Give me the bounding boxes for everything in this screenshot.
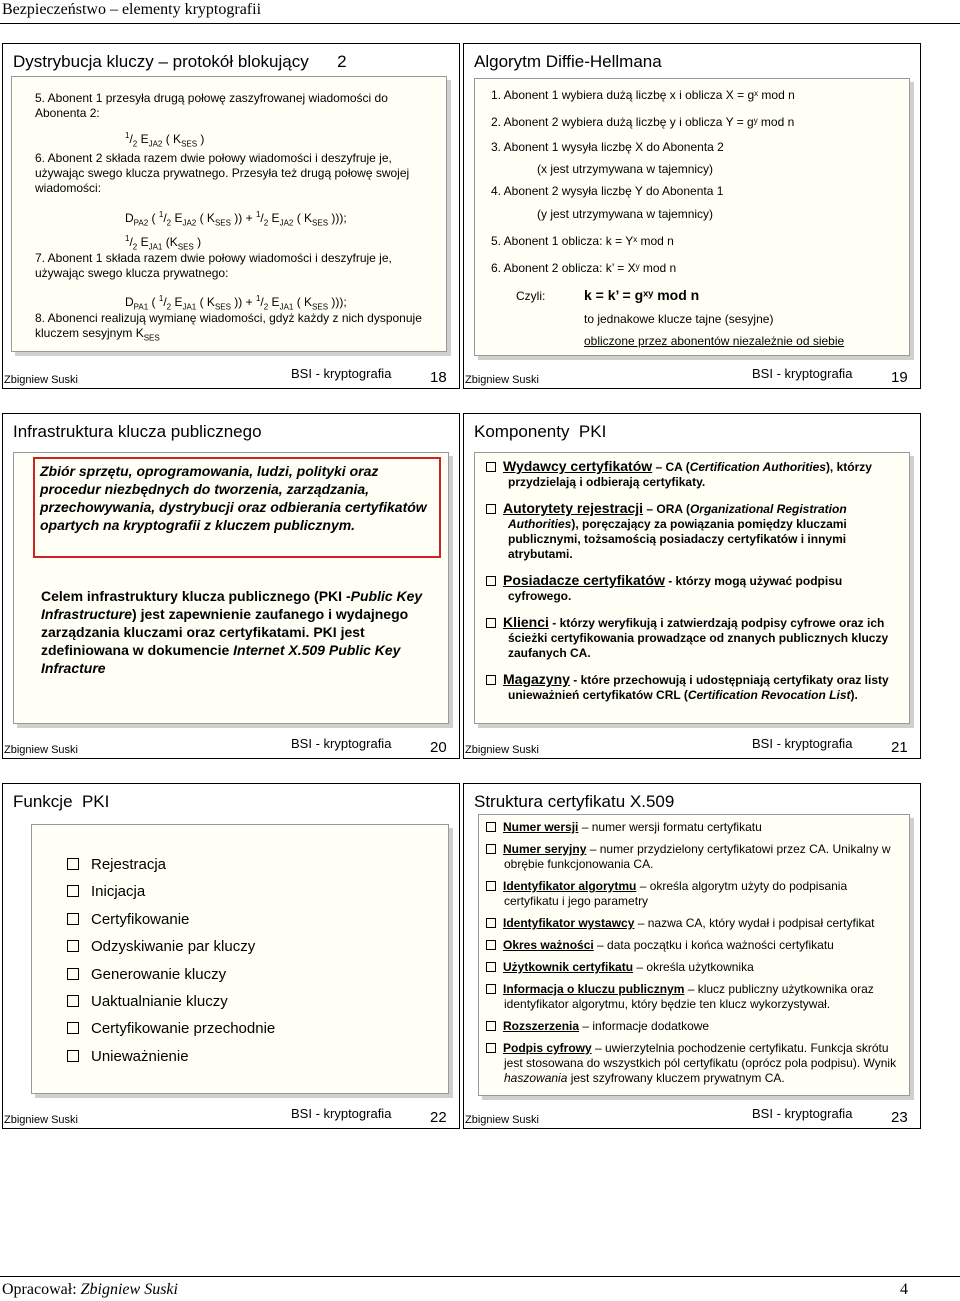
step-3-note: (x jest utrzymywana w tajemnicy) (537, 162, 714, 176)
x509-fields-list (486, 820, 902, 1086)
checkbox-icon (486, 618, 496, 628)
step-2: 2. Abonent 2 wybiera dużą liczbę y i oblicza Y = gʸ mod n (491, 115, 795, 129)
checkbox-icon (67, 968, 79, 980)
slide-author: Zbigniew Suski (4, 374, 78, 386)
field-item: Podpis cyfrowy – uwierzytelnia pochodzenie certyfikatu. Funkcja skrótu jest stosowana do wszystkich pól certyfikatu (oprócz pola podpisu). Wynik haszowania jest szyfrowany kluczem prywatnym CA. (486, 1041, 902, 1086)
checkbox-icon (67, 995, 79, 1007)
document-footer (0, 1276, 960, 1301)
function-item: Rejestracja (67, 851, 275, 878)
function-item: Uaktualnianie kluczy (67, 988, 275, 1015)
checkbox-icon (67, 913, 79, 925)
checkbox-icon (486, 462, 496, 472)
checkbox-icon (486, 675, 496, 685)
function-item: Generowanie kluczy (67, 961, 275, 988)
page-number: 4 (900, 1281, 908, 1298)
checkbox-icon (486, 940, 496, 950)
component-item: Magazyny - które przechowują i udostępniają certyfikaty oraz listy unieważnień certyfikatów CRL (Certification Revocation List). (486, 672, 896, 703)
slide-number: 22 (430, 1109, 447, 1126)
step-5: 5. Abonent 1 oblicza: k = Yˣ mod n (491, 234, 674, 248)
step-1: 1. Abonent 1 wybiera dużą liczbę x i oblicza X = gˣ mod n (491, 88, 795, 102)
slide-number: 18 (430, 369, 447, 386)
checkbox-icon (486, 984, 496, 994)
conclusion-label: Czyli: (516, 289, 546, 303)
slide-author: Zbigniew Suski (465, 1114, 539, 1126)
slide-course: BSI - kryptografia (752, 366, 853, 381)
slide-course: BSI - kryptografia (752, 736, 853, 751)
slide-author: Zbigniew Suski (4, 1114, 78, 1126)
field-item: Informacja o kluczu publicznym – klucz publiczny użytkownika oraz identyfikator algorytmu, który będzie ten klucz wykorzystywał. (486, 982, 902, 1012)
slide-23 (463, 783, 921, 1129)
field-item: Numer seryjny – numer przydzielony certyfikatowi przez CA. Unikalny w obrębie funkcjonowania CA. (486, 842, 902, 872)
checkbox-icon (67, 1022, 79, 1034)
step-6: 6. Abonent 2 składa razem dwie połowy wiadomości i deszyfruje je, używając swego klucza prywatnego. Przesyła też drugą połowę swojej wiadomości: (35, 151, 410, 195)
checkbox-icon (67, 940, 79, 952)
function-item: Certyfikowanie (67, 906, 275, 933)
checkbox-icon (486, 844, 496, 854)
slide-20 (2, 413, 460, 759)
formula-1: $^1/_2$ $E_{JA2}$ ( $K_{SES}$ ) (125, 131, 205, 149)
checkbox-icon (486, 881, 496, 891)
slide-18 (2, 43, 460, 389)
field-item: Okres ważności – data początku i końca ważności certyfikatu (486, 938, 902, 953)
slide-number: 21 (891, 739, 908, 756)
slide-course: BSI - kryptografia (752, 1106, 853, 1121)
step-4-note: (y jest utrzymywana w tajemnicy) (537, 207, 714, 221)
conclusion-note-2: obliczone przez abonentów niezależnie od siebie (584, 334, 845, 348)
checkbox-icon (486, 576, 496, 586)
checkbox-icon (67, 1050, 79, 1062)
slide-course: BSI - kryptografia (291, 366, 392, 381)
step-3: 3. Abonent 1 wysyła liczbę X do Abonenta 2 (491, 140, 724, 154)
slide-title: Dystrybucja kluczy – protokół blokujący 2 (13, 52, 347, 71)
function-item: Unieważnienie (67, 1043, 275, 1070)
field-item: Numer wersji – numer wersji formatu certyfikatu (486, 820, 902, 835)
slide-author: Zbigniew Suski (4, 744, 78, 756)
field-item: Identyfikator wystawcy – nazwa CA, który wydał i podpisał certyfikat (486, 916, 902, 931)
conclusion-note-1: to jednakowe klucze tajne (sesyjne) (584, 312, 774, 326)
formula-2: $D_{PA2}$ ( $^1/_2$ $E_{JA2}$ ( $K_{SES}$ )) + $^1/_2$ $E_{JA2}$ ( $K_{SES}$ ))); (125, 210, 347, 228)
checkbox-icon (486, 1043, 496, 1053)
pki-components-list (486, 459, 896, 703)
slide-21 (463, 413, 921, 759)
component-item: Posiadacze certyfikatów - którzy mogą używać podpisu cyfrowego. (486, 573, 896, 604)
slide-course: BSI - kryptografia (291, 1106, 392, 1121)
component-item: Wydawcy certyfikatów – CA (Certification Authorities), którzy przydzielają i odbierają certyfikaty. (486, 459, 896, 490)
component-item: Klienci - którzy weryfikują i zatwierdzają podpisy cyfrowe oraz ich ścieżki certyfikowania prowadzące od znanych publicznych kluczy zaufanych CA. (486, 615, 896, 661)
document-header (0, 0, 960, 24)
slide-title: Infrastruktura klucza publicznego (13, 422, 262, 441)
component-item: Autorytety rejestracji – ORA (Organizational Registration Authorities), poręczający za powiązania pomiędzy kluczami publicznymi, tożsamością posiadaczy certyfikatów i innymi atrybutami. (486, 501, 896, 562)
field-item: Rozszerzenia – informacje dodatkowe (486, 1019, 902, 1034)
formula-4: $D_{PA1}$ ( $^1/_2$ $E_{JA1}$ ( $K_{SES}$ )) + $^1/_2$ $E_{JA1}$ ( $K_{SES}$ ))); (125, 294, 347, 312)
slide-title: Struktura certyfikatu X.509 (474, 792, 675, 811)
function-item: Certyfikowanie przechodnie (67, 1015, 275, 1042)
slide-author: Zbigniew Suski (465, 374, 539, 386)
function-item: Inicjacja (67, 878, 275, 905)
checkbox-icon (486, 504, 496, 514)
slide-author: Zbigniew Suski (465, 744, 539, 756)
slide-number: 20 (430, 739, 447, 756)
slide-title: Algorytm Diffie-Hellmana (474, 52, 662, 71)
step-4: 4. Abonent 2 wysyła liczbę Y do Abonenta 1 (491, 184, 724, 198)
step-5: 5. Abonent 1 przesyła drugą połowę zaszyfrowanej wiadomości do Abonenta 2: (35, 91, 388, 120)
pki-functions-list (67, 851, 275, 1070)
field-item: Użytkownik certyfikatu – określa użytkownika (486, 960, 902, 975)
slide-title: Funkcje PKI (13, 792, 110, 811)
step-8: 8. Abonenci realizują wymianę wiadomości, gdyż każdy z nich dysponuje kluczem sesyjnym $K_{SES}$ (35, 311, 422, 343)
slide-22 (2, 783, 460, 1129)
document-title: Bezpieczeństwo – elementy kryptografii (2, 1, 262, 18)
checkbox-icon (486, 918, 496, 928)
checkbox-icon (486, 1021, 496, 1031)
footer-credit: Opracował: Zbigniew Suski (2, 1281, 178, 1298)
checkbox-icon (67, 858, 79, 870)
slide-number: 19 (891, 369, 908, 386)
pki-purpose: Celem infrastruktury klucza publicznego (PKI -Public Key Infrastructure) jest zapewnienie zaufanego i wydajnego zarządzania kluczami oraz certyfikatami. PKI jest zdefiniowana w dokumencie Internet X.509 Public Key Infracture (41, 588, 423, 676)
function-item: Odzyskiwanie par kluczy (67, 933, 275, 960)
field-item: Identyfikator algorytmu – określa algorytm użyty do podpisania certyfikatu i jego parametry (486, 879, 902, 909)
slide-course: BSI - kryptografia (291, 736, 392, 751)
slide-title: Komponenty PKI (474, 422, 607, 441)
pki-definition: Zbiór sprzętu, oprogramowania, ludzi, polityki oraz procedur niezbędnych do tworzenia, zarządzania, przechowywania, dystrybucji oraz odbierania certyfikatów opartych na kryptografii z kluczem publicznym. (40, 463, 427, 533)
checkbox-icon (486, 962, 496, 972)
conclusion-equation: k = k’ = gˣʸ mod n (584, 287, 700, 303)
slide-number: 23 (891, 1109, 908, 1126)
step-7: 7. Abonent 1 składa razem dwie połowy wiadomości i deszyfruje je, używając swego klucza prywatnego: (35, 251, 392, 280)
step-6: 6. Abonent 2 oblicza: k’ = Xʸ mod n (491, 261, 677, 275)
checkbox-icon (67, 885, 79, 897)
checkbox-icon (486, 822, 496, 832)
slide-19 (463, 43, 921, 389)
formula-3: $^1/_2$ $E_{JA1}$ ($K_{SES}$ ) (125, 234, 202, 252)
